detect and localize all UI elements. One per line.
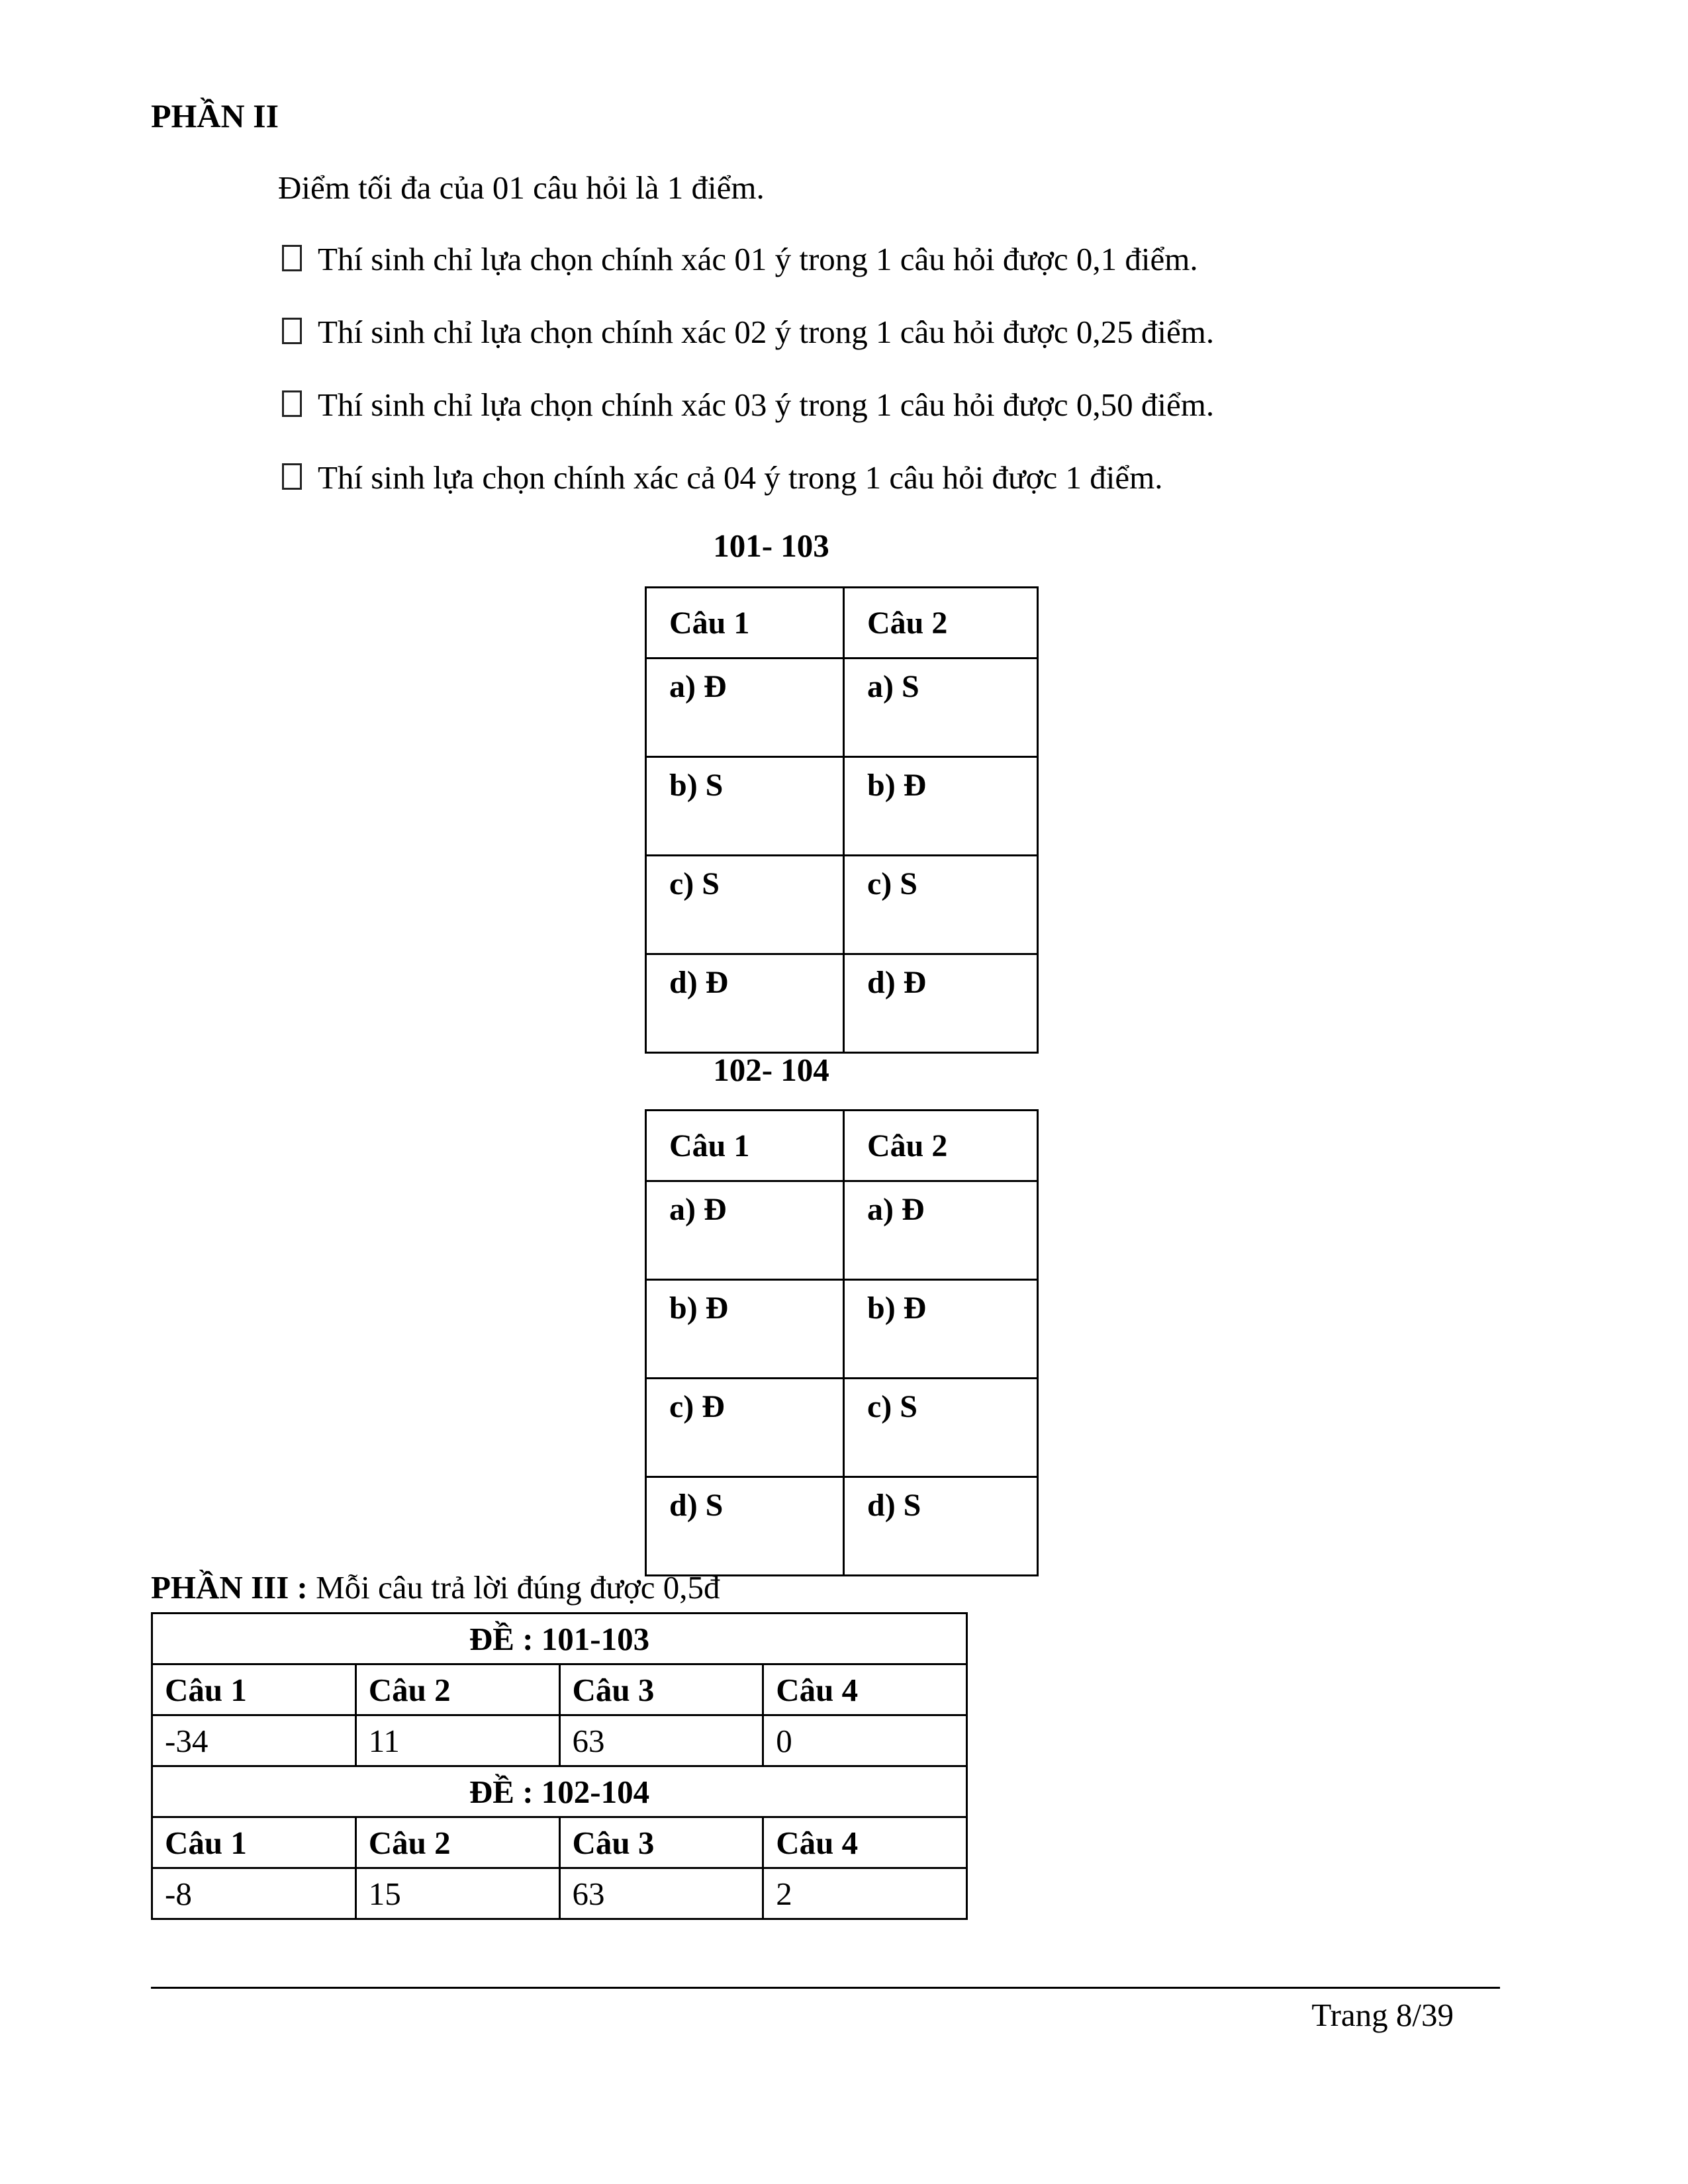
question-header-cell: Câu 4 [763,1664,967,1715]
answer-cell: a) Đ [646,659,844,757]
checkbox-bullet-icon [282,245,302,271]
value-cell: -8 [152,1868,356,1919]
answer-cell: b) S [646,757,844,856]
answer-cell: b) Đ [646,1280,844,1379]
checkbox-bullet-icon [282,463,302,490]
question-header-cell: Câu 1 [152,1817,356,1868]
answer-cell: a) Đ [646,1181,844,1280]
part3-heading [151,1569,720,1606]
answer-cell: b) Đ [844,1280,1038,1379]
bullet-text: Thí sinh chỉ lựa chọn chính xác 01 ý trong 1 câu hỏi được 0,1 điểm. [318,241,1198,277]
checkbox-bullet-icon [282,390,302,417]
value-cell: 2 [763,1868,967,1919]
part3-score-table [151,1612,968,1920]
question-header-cell: Câu 2 [355,1664,559,1715]
answer-cell: c) S [646,856,844,954]
answer-table-102-104 [645,1109,1039,1576]
answer-table-caption-101-103: 101- 103 [713,527,829,564]
bullet-item [282,311,1214,353]
answer-table-caption-102-104: 102- 104 [713,1052,829,1088]
bullet-item [282,457,1214,498]
value-cell: -34 [152,1715,356,1766]
bullet-text: Thí sinh chỉ lựa chọn chính xác 02 ý trong 1 câu hỏi được 0,25 điểm. [318,314,1215,350]
question-header-cell: Câu 1 [152,1664,356,1715]
answer-cell: d) Đ [646,954,844,1053]
table-header-cell: Câu 2 [844,1111,1038,1181]
answer-cell: d) Đ [844,954,1038,1053]
answer-cell: c) S [844,856,1038,954]
answer-cell: a) S [844,659,1038,757]
question-header-cell: Câu 2 [355,1817,559,1868]
value-cell: 0 [763,1715,967,1766]
page-number: Trang 8/39 [1311,1997,1454,2033]
de-header-cell: ĐỀ : 102-104 [152,1766,967,1817]
value-cell: 11 [355,1715,559,1766]
bullet-item [282,384,1214,426]
value-cell: 63 [559,1868,763,1919]
answer-cell: c) Đ [646,1379,844,1477]
bullet-text: Thí sinh chỉ lựa chọn chính xác 03 ý trong 1 câu hỏi được 0,50 điểm. [318,387,1215,423]
question-header-cell: Câu 3 [559,1817,763,1868]
answer-cell: b) Đ [844,757,1038,856]
part3-subtitle: Mỗi câu trả lời đúng được 0,5đ [316,1569,720,1606]
table-header-cell: Câu 2 [844,588,1038,659]
footer-rule [151,1987,1500,1989]
bullet-list [282,238,1214,498]
question-header-cell: Câu 3 [559,1664,763,1715]
bullet-text: Thí sinh lựa chọn chính xác cả 04 ý trong 1 câu hỏi được 1 điểm. [318,459,1163,496]
part2-title: PHẦN II [151,97,279,134]
answer-cell: d) S [646,1477,844,1576]
table-header-cell: Câu 1 [646,588,844,659]
bullet-item [282,238,1214,280]
table-header-cell: Câu 1 [646,1111,844,1181]
de-header-cell: ĐỀ : 101-103 [152,1614,967,1664]
value-cell: 63 [559,1715,763,1766]
part2-intro: Điểm tối đa của 01 câu hỏi là 1 điểm. [278,169,765,206]
value-cell: 15 [355,1868,559,1919]
answer-cell: d) S [844,1477,1038,1576]
answer-cell: c) S [844,1379,1038,1477]
part3-title: PHẦN III : [151,1569,308,1606]
question-header-cell: Câu 4 [763,1817,967,1868]
answer-table-101-103 [645,586,1039,1054]
answer-cell: a) Đ [844,1181,1038,1280]
checkbox-bullet-icon [282,318,302,344]
